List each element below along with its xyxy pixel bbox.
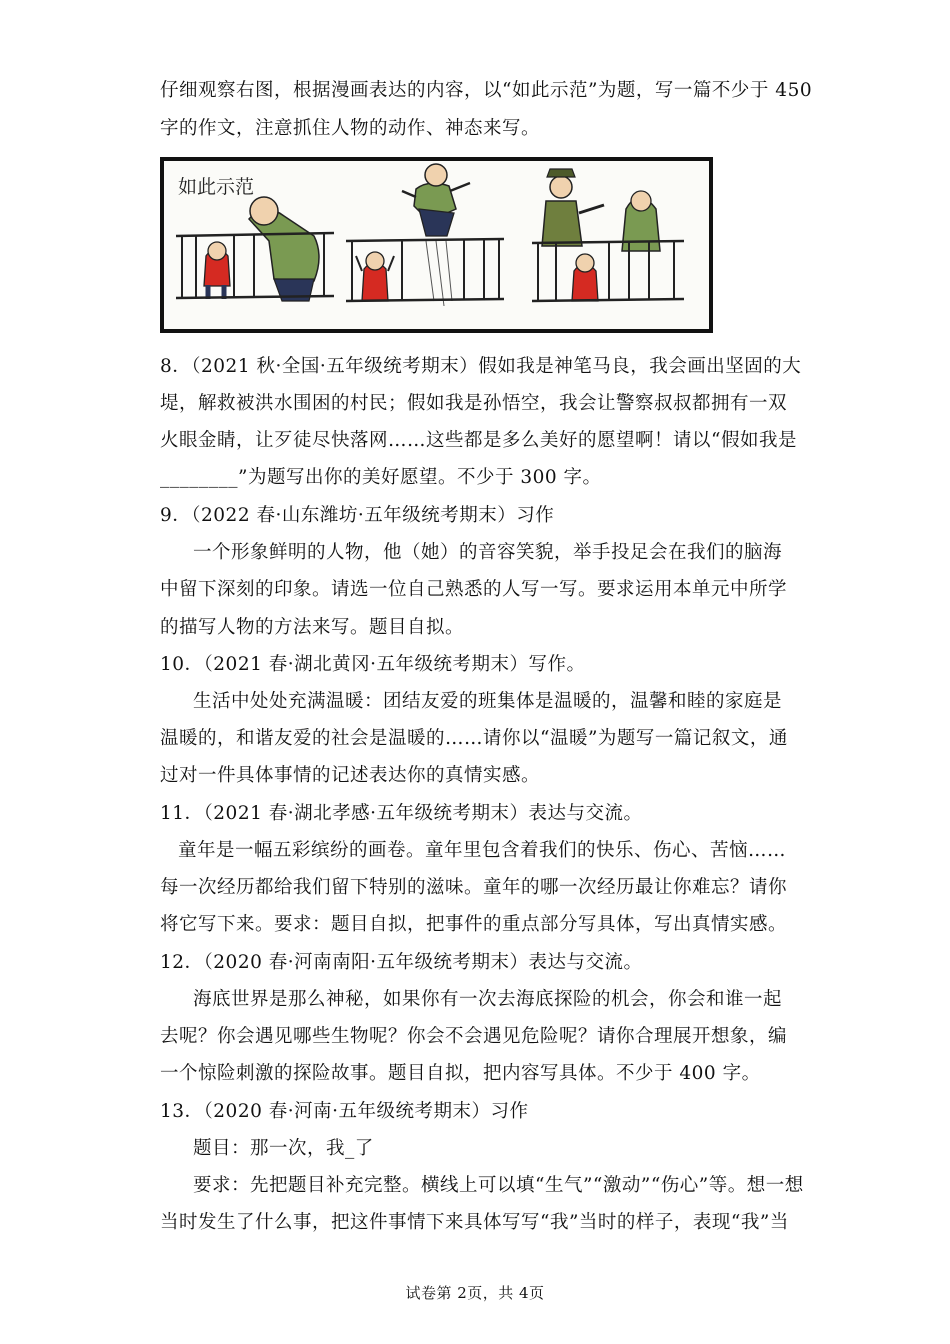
q9-title: 9．（2022 春·山东潍坊·五年级统考期末）习作 xyxy=(160,505,555,526)
child-2-head xyxy=(366,252,384,270)
q8-line-3: 火眼金睛，让歹徒尽快落网……这些都是多么美好的愿望啊！请以“假如我是 xyxy=(160,430,797,451)
officer-body xyxy=(542,201,582,246)
q12-title: 12．（2020 春·河南南阳·五年级统考期末）表达与交流。 xyxy=(160,952,643,973)
q9-line-1: 一个形象鲜明的人物，他（她）的音容笑貌，举手投足会在我们的脑海 xyxy=(193,542,783,563)
q12-line-2: 去呢？你会遇见哪些生物呢？你会不会遇见危险呢？请你合理展开想象，编 xyxy=(160,1026,788,1047)
q11-title: 11．（2021 春·湖北孝感·五年级统考期末）表达与交流。 xyxy=(160,803,643,824)
q13-title: 13．（2020 春·河南·五年级统考期末）习作 xyxy=(160,1101,529,1122)
q9-line-3: 的描写人物的方法来写。题目自拟。 xyxy=(160,617,465,638)
jumping-man-head xyxy=(425,164,447,186)
intro-line-1: 仔细观察右图，根据漫画表达的内容，以“如此示范”为题，写一篇不少于 450 xyxy=(160,80,813,101)
q10-line-2: 温暖的，和谐友爱的社会是温暖的……请你以“温暖”为题写一篇记叙文，通 xyxy=(160,728,788,749)
page-footer: 试卷第 2页，共 4页 xyxy=(405,1284,545,1302)
motion-lines xyxy=(426,241,452,306)
man-head xyxy=(250,197,278,225)
comic-caption: 如此示范 xyxy=(178,176,255,198)
q12-line-3: 一个惊险刺激的探险故事。题目自拟，把内容写具体。不少于 400 字。 xyxy=(160,1063,761,1084)
q10-line-1: 生活中处处充满温暖：团结友爱的班集体是温暖的，温馨和睦的家庭是 xyxy=(193,691,783,712)
comic-illustration xyxy=(164,161,709,329)
comic-image xyxy=(160,157,713,333)
q10-title: 10．（2021 春·湖北黄冈·五年级统考期末）写作。 xyxy=(160,654,586,675)
q13-topic: 题目：那一次，我_了 xyxy=(193,1138,374,1159)
railing-2-top xyxy=(346,239,504,241)
panel-2 xyxy=(346,164,504,306)
officer-arm xyxy=(579,205,604,213)
child-head xyxy=(208,242,226,260)
jumping-man-legs xyxy=(419,209,454,236)
q13-line-2: 当时发生了什么事，把这件事情下来具体写写“我”当时的样子，表现“我”当 xyxy=(160,1212,789,1233)
officer-cap xyxy=(547,169,575,177)
q13-line-1: 要求：先把题目补充完整。横线上可以填“生气”“激动”“伤心”等。想一想 xyxy=(193,1175,804,1196)
q9-line-2: 中留下深刻的印象。请选一位自己熟悉的人写一写。要求运用本单元中所学 xyxy=(160,579,788,600)
woman-head xyxy=(631,191,651,211)
q10-line-3: 过对一件具体事情的记述表达你的真情实感。 xyxy=(160,765,541,786)
panel-3 xyxy=(532,169,684,301)
panel-1 xyxy=(176,197,334,301)
q8-line-2: 堤，解救被洪水围困的村民；假如我是孙悟空，我会让警察叔叔都拥有一双 xyxy=(160,393,788,414)
child-3-head xyxy=(576,254,594,272)
q11-line-2: 每一次经历都给我们留下特别的滋味。童年的哪一次经历最让你难忘？请你 xyxy=(160,877,788,898)
q8-line-4: ________”为题写出你的美好愿望。不少于 300 字。 xyxy=(160,467,602,488)
q8-line-1: 8．（2021 秋·全国·五年级统考期末）假如我是神笔马良，我会画出坚固的大 xyxy=(160,356,802,377)
q11-line-1: 童年是一幅五彩缤纷的画卷。童年里包含着我们的快乐、伤心、苦恼…… xyxy=(178,840,787,861)
intro-line-2: 字的作文，注意抓住人物的动作、神态来写。 xyxy=(160,118,541,139)
q11-line-3: 将它写下来。要求：题目自拟，把事件的重点部分写具体，写出真情实感。 xyxy=(160,914,788,935)
officer-head xyxy=(550,176,572,198)
q12-line-1: 海底世界是那么神秘，如果你有一次去海底探险的机会，你会和谁一起 xyxy=(193,989,783,1010)
